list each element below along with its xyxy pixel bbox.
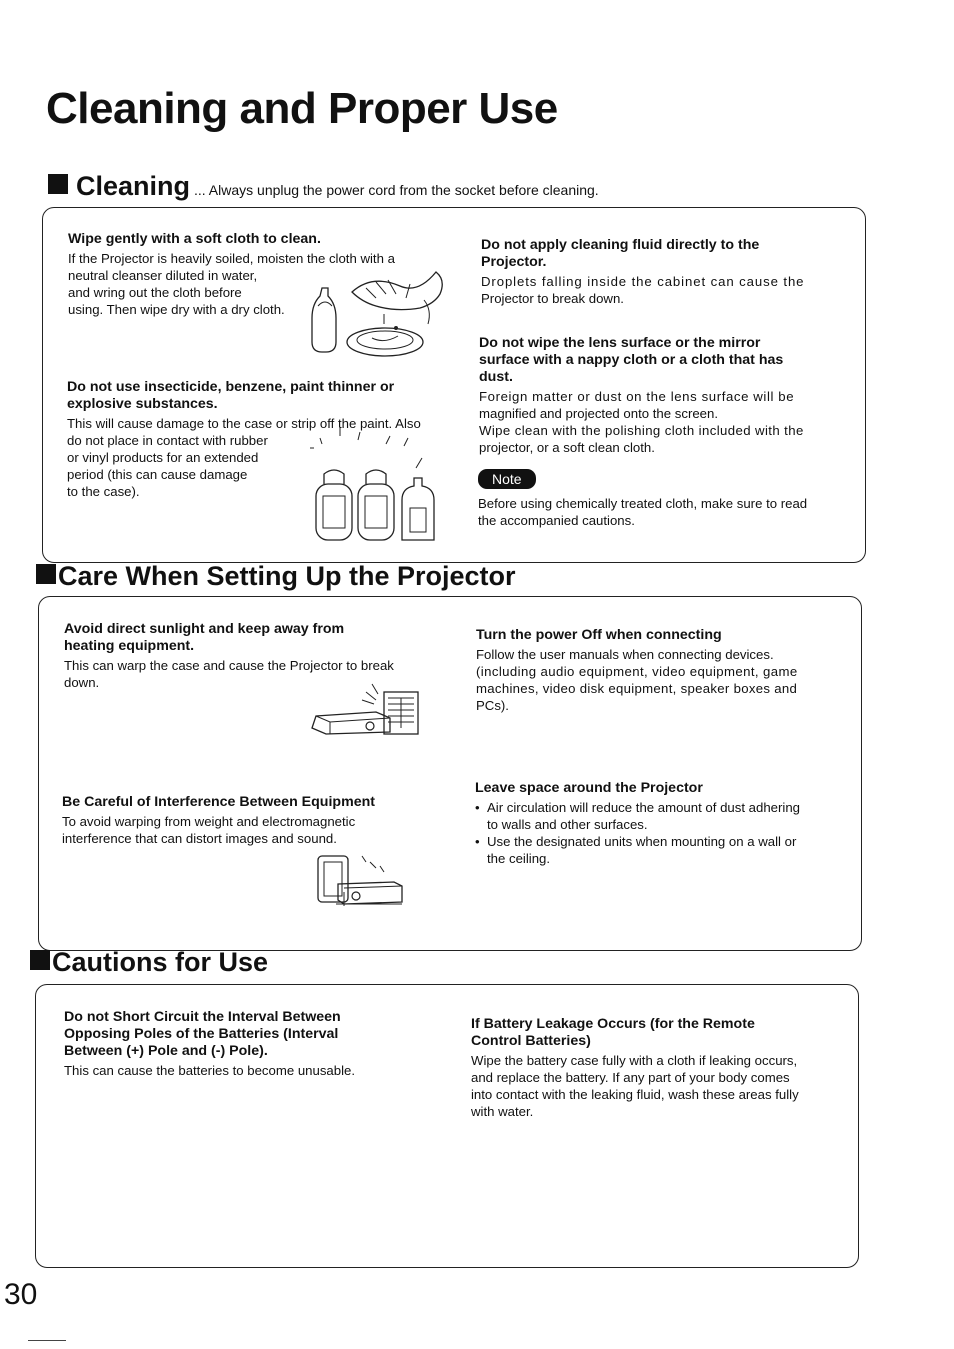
wipe-gently-line: using. Then wipe dry with a dry cloth. bbox=[68, 302, 285, 317]
bullet-line: Use the designated units when mounting on a wall or bbox=[487, 834, 797, 849]
no-insecticide-line: period (this can cause damage bbox=[67, 467, 248, 482]
power-off-line: (including audio equipment, video equipment, game bbox=[476, 664, 798, 679]
note-block bbox=[478, 469, 852, 529]
power-off-line: Follow the user manuals when connecting devices. bbox=[476, 647, 774, 662]
no-wipe-lens-line: Wipe clean with the polishing cloth included with the bbox=[479, 423, 804, 438]
no-wipe-lens-block bbox=[479, 335, 851, 456]
leave-space-block bbox=[475, 780, 847, 867]
leakage-block bbox=[471, 1016, 843, 1120]
heading-line: Control Batteries) bbox=[471, 1033, 591, 1049]
note-badge: Note bbox=[478, 469, 536, 489]
cleaning-heading bbox=[48, 169, 599, 207]
heading-line: Do not apply cleaning fluid directly to the bbox=[481, 237, 760, 253]
power-off-block bbox=[476, 627, 846, 714]
care-heading-text: Care When Setting Up the Projector bbox=[58, 561, 516, 591]
no-insecticide-line: to the case). bbox=[67, 484, 140, 499]
leave-space-heading: Leave space around the Projector bbox=[475, 780, 703, 796]
no-fluid-heading bbox=[481, 237, 851, 271]
no-fluid-block bbox=[481, 237, 851, 307]
no-insecticide-line: This will cause damage to the case or strip off the paint. Also bbox=[67, 416, 421, 431]
page-number: 30 bbox=[4, 1278, 38, 1311]
leakage-line: with water. bbox=[471, 1104, 534, 1119]
list-item bbox=[475, 833, 847, 867]
no-insecticide-heading bbox=[67, 379, 437, 413]
no-wipe-lens-line: magnified and projected onto the screen. bbox=[479, 406, 718, 421]
wipe-gently-line: and wring out the cloth before bbox=[68, 285, 242, 300]
bullet-line: Air circulation will reduce the amount of dust adhering bbox=[487, 800, 801, 815]
power-off-heading: Turn the power Off when connecting bbox=[476, 627, 722, 643]
care-heading bbox=[36, 559, 516, 593]
projector-heater-illustration bbox=[312, 678, 424, 740]
no-fluid-line: Droplets falling inside the cabinet can cause the bbox=[481, 274, 805, 289]
note-line: the accompanied cautions. bbox=[478, 513, 635, 528]
interference-heading: Be Careful of Interference Between Equipment bbox=[62, 794, 375, 810]
heading-line: Opposing Poles of the Batteries (Interval bbox=[64, 1026, 339, 1042]
heading-line: Do not wipe the lens surface or the mirror bbox=[479, 335, 761, 351]
projector-speaker-illustration bbox=[310, 846, 410, 908]
footer-rule bbox=[28, 1340, 66, 1341]
heading-line: explosive substances. bbox=[67, 396, 218, 412]
no-insecticide-line: do not place in contact with rubber bbox=[67, 433, 268, 448]
wipe-cloth-illustration bbox=[300, 270, 450, 370]
leakage-line: Wipe the battery case fully with a cloth if leaking occurs, bbox=[471, 1053, 798, 1068]
interference-block bbox=[62, 794, 442, 847]
cautions-heading-text: Cautions for Use bbox=[52, 947, 269, 977]
cleaning-heading-note: ... Always unplug the power cord from the socket before cleaning. bbox=[194, 182, 599, 198]
power-off-line: PCs). bbox=[476, 698, 509, 713]
short-circuit-block bbox=[64, 1009, 444, 1079]
section-square-icon bbox=[30, 950, 50, 970]
list-item bbox=[475, 799, 847, 833]
note-line: Before using chemically treated cloth, make sure to read bbox=[478, 496, 808, 511]
no-wipe-lens-line: projector, or a soft clean cloth. bbox=[479, 440, 655, 455]
heading-line: dust. bbox=[479, 369, 513, 385]
heading-line: heating equipment. bbox=[64, 638, 195, 654]
cautions-heading bbox=[30, 945, 268, 979]
interference-line: interference that can distort images and sound. bbox=[62, 831, 337, 846]
power-off-line: machines, video disk equipment, speaker boxes and bbox=[476, 681, 798, 696]
no-insecticide-line: or vinyl products for an extended bbox=[67, 450, 259, 465]
short-circuit-line: This can cause the batteries to become unusable. bbox=[64, 1063, 356, 1078]
spray-cans-illustration bbox=[310, 428, 440, 544]
heading-line: Between (+) Pole and (-) Pole). bbox=[64, 1043, 268, 1059]
section-square-icon bbox=[48, 174, 68, 194]
sunlight-line: down. bbox=[64, 675, 100, 690]
wipe-gently-line: neutral cleanser diluted in water, bbox=[68, 268, 258, 283]
leakage-line: and replace the battery. If any part of your body comes bbox=[471, 1070, 790, 1085]
heading-line: If Battery Leakage Occurs (for the Remote bbox=[471, 1016, 755, 1032]
leakage-line: into contact with the leaking fluid, wash these areas fully bbox=[471, 1087, 799, 1102]
heading-line: Do not Short Circuit the Interval Between bbox=[64, 1009, 341, 1025]
heading-line: Projector. bbox=[481, 254, 547, 270]
wipe-gently-line: If the Projector is heavily soiled, moisten the cloth with a bbox=[68, 251, 395, 266]
short-circuit-heading bbox=[64, 1009, 444, 1060]
sunlight-heading bbox=[64, 621, 434, 655]
no-wipe-lens-line: Foreign matter or dust on the lens surface will be bbox=[479, 389, 795, 404]
heading-line: surface with a nappy cloth or a cloth that has bbox=[479, 352, 784, 368]
no-wipe-lens-heading bbox=[479, 335, 851, 386]
no-fluid-line: Projector to break down. bbox=[481, 291, 624, 306]
bullet-line: the ceiling. bbox=[487, 851, 551, 866]
leave-space-list bbox=[475, 799, 847, 867]
heading-line: Avoid direct sunlight and keep away from bbox=[64, 621, 345, 637]
sunlight-line: This can warp the case and cause the Projector to break bbox=[64, 658, 394, 673]
section-square-icon bbox=[36, 564, 56, 584]
interference-line: To avoid warping from weight and electromagnetic bbox=[62, 814, 356, 829]
page-title: Cleaning and Proper Use bbox=[46, 84, 558, 133]
cleaning-heading-text: Cleaning bbox=[76, 171, 191, 201]
wipe-gently-heading: Wipe gently with a soft cloth to clean. bbox=[68, 231, 321, 247]
heading-line: Do not use insecticide, benzene, paint thinner or bbox=[67, 379, 395, 395]
bullet-line: to walls and other surfaces. bbox=[487, 817, 648, 832]
leakage-heading bbox=[471, 1016, 843, 1050]
